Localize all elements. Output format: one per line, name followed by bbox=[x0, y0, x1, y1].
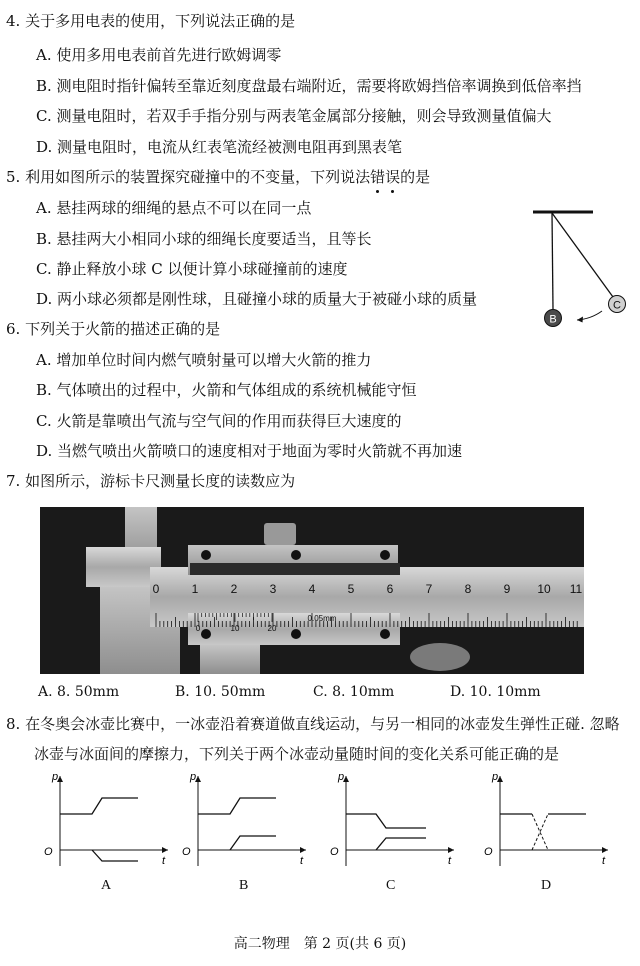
main-num: 3 bbox=[269, 582, 277, 596]
svg-text:O: O bbox=[484, 846, 493, 858]
svg-text:t: t bbox=[162, 855, 166, 867]
ball-b-label: B bbox=[549, 313, 557, 326]
graph-b bbox=[182, 771, 306, 867]
graph-c bbox=[330, 771, 454, 867]
q6-option-a: A. 增加单位时间内燃气喷射量可以增大火箭的推力 bbox=[36, 351, 372, 369]
ball-c-label: C bbox=[613, 299, 621, 312]
q4-option-d: D. 测量电阻时，电流从红表笔流经被测电阻再到黑表笔 bbox=[36, 138, 403, 156]
main-num: 6 bbox=[386, 582, 394, 596]
q8-stem-line1: 8. 在冬奥会冰壶比赛中，一冰壶沿着赛道做直线运动，与另一相同的冰壶发生弹性正碰. 忽略 bbox=[6, 715, 620, 733]
svg-text:t: t bbox=[300, 855, 304, 867]
graph-b-label: B bbox=[239, 878, 249, 893]
q5-emphasis-char-2: 误 bbox=[385, 168, 400, 186]
q5-option-d: D. 两小球必须都是刚性球，且碰撞小球的质量大于被碰小球的质量 bbox=[36, 290, 478, 308]
q5-stem-before: 5. 利用如图所示的装置探究碰撞中的不变量，下列说法 bbox=[6, 168, 371, 186]
page-footer: 高二物理 第 2 页(共 6 页) bbox=[233, 936, 407, 952]
svg-text:O: O bbox=[182, 846, 191, 858]
graph-a bbox=[44, 771, 168, 867]
main-num: 11 bbox=[569, 582, 583, 596]
q8-momentum-graphs bbox=[30, 770, 620, 900]
vernier-scale-plate bbox=[188, 613, 400, 645]
graph-d-label: D bbox=[541, 878, 552, 893]
main-num: 5 bbox=[347, 582, 355, 596]
main-num: 9 bbox=[503, 582, 511, 596]
svg-text:p: p bbox=[52, 771, 59, 783]
q5-stem bbox=[6, 168, 430, 186]
q7-option-b: B. 10. 50mm bbox=[175, 684, 266, 700]
main-num: 2 bbox=[230, 582, 238, 596]
q7-stem: 7. 如图所示，游标卡尺测量长度的读数应为 bbox=[6, 472, 296, 490]
graph-a-label: A bbox=[101, 878, 112, 893]
q5-option-c: C. 静止释放小球 C 以便计算小球碰撞前的速度 bbox=[36, 260, 348, 278]
q6-option-d: D. 当燃气喷出火箭喷口的速度相对于地面为零时火箭就不再加速 bbox=[36, 442, 463, 460]
main-num: 10 bbox=[537, 582, 551, 596]
q7-option-d: D. 10. 10mm bbox=[450, 684, 541, 700]
q7-options bbox=[0, 684, 640, 702]
graph-d bbox=[484, 771, 608, 867]
svg-text:O: O bbox=[330, 846, 339, 858]
q5-option-a: A. 悬挂两球的细绳的悬点不可以在同一点 bbox=[36, 199, 312, 217]
main-num: 0 bbox=[152, 582, 160, 596]
q6-option-b: B. 气体喷出的过程中，火箭和气体组成的系统机械能守恒 bbox=[36, 381, 417, 399]
q7-option-a: A. 8. 50mm bbox=[38, 684, 120, 700]
vernier-caliper-photo bbox=[40, 507, 584, 674]
svg-text:t: t bbox=[602, 855, 606, 867]
q6-stem: 6. 下列关于火箭的描述正确的是 bbox=[6, 320, 221, 338]
q6-option-c: C. 火箭是靠喷出气流与空气间的作用而获得巨大速度的 bbox=[36, 412, 402, 430]
q7-option-c: C. 8. 10mm bbox=[313, 684, 395, 700]
main-num: 4 bbox=[308, 582, 316, 596]
svg-text:O: O bbox=[44, 846, 53, 858]
q4-stem: 4. 关于多用电表的使用，下列说法正确的是 bbox=[6, 12, 296, 30]
pendulum-figure bbox=[525, 205, 635, 335]
q8-stem-line2: 冰壶与冰面间的摩擦力，下列关于两个冰壶动量随时间的变化关系可能正确的是 bbox=[34, 745, 560, 763]
svg-text:p: p bbox=[338, 771, 345, 783]
graph-c-label: C bbox=[386, 878, 396, 893]
q4-option-c: C. 测量电阻时，若双手手指分别与两表笔金属部分接触，则会导致测量值偏大 bbox=[36, 107, 552, 125]
svg-text:p: p bbox=[190, 771, 197, 783]
q5-emphasis-char-1: 错 bbox=[370, 168, 385, 186]
vernier-num: 0 bbox=[195, 624, 201, 633]
q5-stem-after: 的是 bbox=[400, 168, 431, 186]
svg-text:t: t bbox=[448, 855, 452, 867]
main-num: 7 bbox=[425, 582, 433, 596]
vernier-precision-label: 0.05mm bbox=[307, 614, 337, 623]
thumb-wheel bbox=[264, 523, 296, 545]
main-num: 1 bbox=[191, 582, 199, 596]
movable-lower-jaw bbox=[200, 645, 260, 674]
main-num: 8 bbox=[464, 582, 472, 596]
svg-text:p: p bbox=[492, 771, 499, 783]
q4-option-b: B. 测电阻时指针偏转至靠近刻度盘最右端附近，需要将欧姆挡倍率调换到低倍率挡 bbox=[36, 77, 582, 95]
q4-option-a: A. 使用多用电表前首先进行欧姆调零 bbox=[36, 46, 282, 64]
q5-option-b: B. 悬挂两大小相同小球的细绳长度要适当，且等长 bbox=[36, 230, 372, 248]
string-c bbox=[552, 213, 613, 297]
vernier-num: 20 bbox=[267, 624, 277, 633]
vernier-num: 10 bbox=[230, 624, 240, 633]
string-b bbox=[552, 213, 553, 309]
